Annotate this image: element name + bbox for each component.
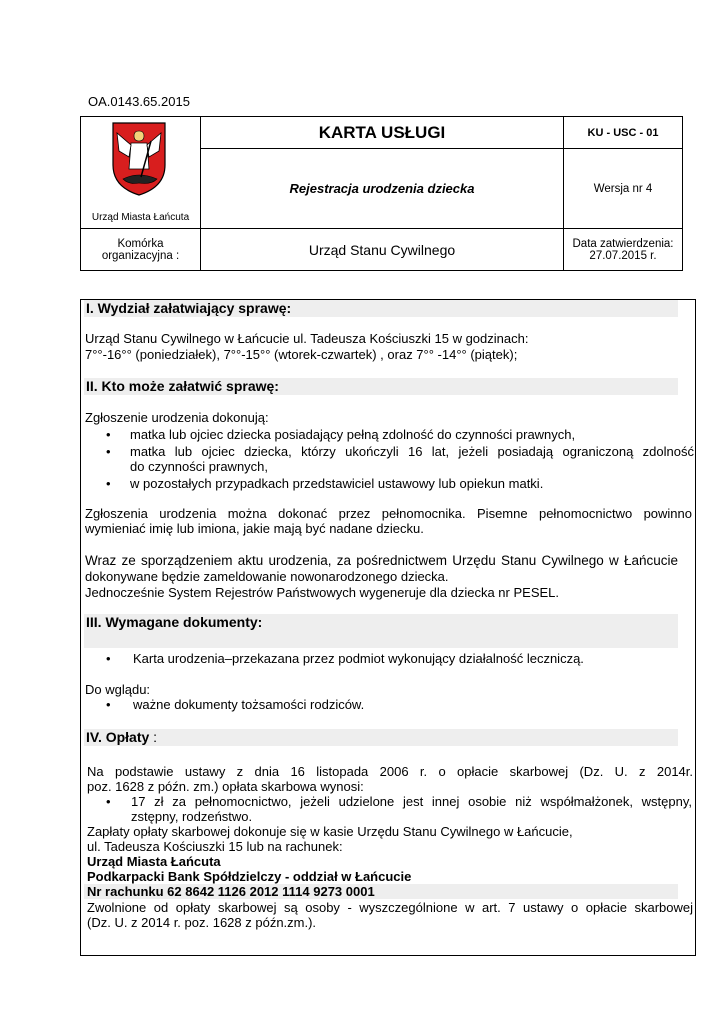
office-label: Urząd Miasta Łańcuta (91, 212, 190, 223)
pesel-paragraph: Jednocześnie System Rejestrów Państwowych wygeneruje dla dziecka nr PESEL. (85, 585, 560, 600)
registration-paragraph-line: dokonywane będzie zameldowanie nowonarodzonego dziecka. (85, 569, 449, 584)
exemption-line: Zwolnione od opłaty skarbowej są osoby - wyszczególnione w art. 7 ustawy o opłacie skarbowej (87, 900, 693, 915)
list-item-continued: zstępny, rodzeństwo. (131, 809, 253, 824)
bullet-icon: • (106, 444, 111, 459)
crest-cell (81, 117, 201, 229)
service-name: Rejestracja urodzenia dziecka (201, 149, 564, 229)
unit-label: Komórka organizacyjna : (81, 229, 201, 271)
section-2-intro: Zgłoszenie urodzenia dokonują: (85, 410, 269, 425)
list-item-continued: do czynności prawnych, (130, 459, 269, 474)
list-item: Karta urodzenia–przekazana przez podmiot wykonujący działalność leczniczą. (133, 651, 584, 666)
proxy-paragraph-line: wymieniać imię lub imiona, jakie mają być nadane dziecku. (85, 521, 424, 536)
section-3-heading: III. Wymagane dokumenty: (84, 614, 678, 648)
bank-name: Podkarpacki Bank Spółdzielczy - oddział w Łańcucie (87, 869, 412, 884)
section-4-heading: IV. Opłaty : (84, 729, 678, 746)
bullet-icon: • (106, 697, 111, 712)
section-1-heading: I. Wydział załatwiający sprawę: (84, 300, 678, 317)
version-label: Wersja nr 4 (564, 149, 683, 229)
service-card-header (80, 116, 683, 271)
unit-name: Urząd Stanu Cywilnego (201, 229, 564, 271)
list-item: matka lub ojciec dziecka, którzy ukończyli 16 lat, jeżeli posiadają ograniczoną zdolność (130, 444, 694, 459)
fee-paragraph-line: poz. 1628 z późn. zm.) opłata skarbowa wynosi: (87, 779, 364, 794)
card-code: KU - USC - 01 (564, 117, 683, 149)
card-title: KARTA USŁUGI (201, 117, 564, 149)
fee-paragraph-line: Na podstawie ustawy z dnia 16 listopada 2006 r. o opłacie skarbowej (Dz. U. z 2014r. (87, 764, 693, 779)
city-crest-icon (111, 121, 167, 197)
bullet-icon: • (106, 427, 111, 442)
view-label: Do wglądu: (85, 682, 151, 697)
list-item: matka lub ojciec dziecka posiadający pełną zdolność do czynności prawnych, (130, 427, 576, 442)
account-number: Nr rachunku 62 8642 1126 2012 1114 9273 0001 (84, 884, 678, 899)
payment-line: ul. Tadeusza Kościuszki 15 lub na rachunek: (87, 839, 343, 854)
list-item: ważne dokumenty tożsamości rodziców. (133, 697, 365, 712)
proxy-paragraph-line: Zgłoszenia urodzenia można dokonać przez pełnomocnika. Pisemne pełnomocnictwo powinno (85, 506, 692, 521)
exemption-line: (Dz. U. z 2014 r. poz. 1628 z późn.zm.). (87, 915, 317, 930)
registration-paragraph-line: Wraz ze sporządzeniem aktu urodzenia, za pośrednictwem Urzędu Stanu Cywilnego w Łańcucie (85, 553, 678, 568)
approval-info: Data zatwierdzenia: 27.07.2015 r. (564, 229, 683, 271)
section-2-heading: II. Kto może załatwić sprawę: (84, 378, 678, 395)
payee-name: Urząd Miasta Łańcuta (87, 854, 221, 869)
list-item: w pozostałych przypadkach przedstawiciel ustawowy lub opiekun matki. (130, 476, 544, 491)
bullet-icon: • (106, 794, 111, 809)
list-item: 17 zł za pełnomocnictwo, jeżeli udzielone jest innej osobie niż współmałżonek, wstępny, (131, 794, 692, 809)
bullet-icon: • (106, 476, 111, 491)
office-address: Urząd Stanu Cywilnego w Łańcucie ul. Tadeusza Kościuszki 15 w godzinach: (85, 331, 529, 346)
office-hours: 7°°-16°° (poniedziałek), 7°°-15°° (wtorek-czwartek) , oraz 7°° -14°° (piątek); (85, 347, 518, 362)
document-reference: OA.0143.65.2015 (88, 94, 190, 109)
bullet-icon: • (106, 651, 111, 666)
payment-line: Zapłaty opłaty skarbowej dokonuje się w kasie Urzędu Stanu Cywilnego w Łańcucie, (87, 824, 573, 839)
